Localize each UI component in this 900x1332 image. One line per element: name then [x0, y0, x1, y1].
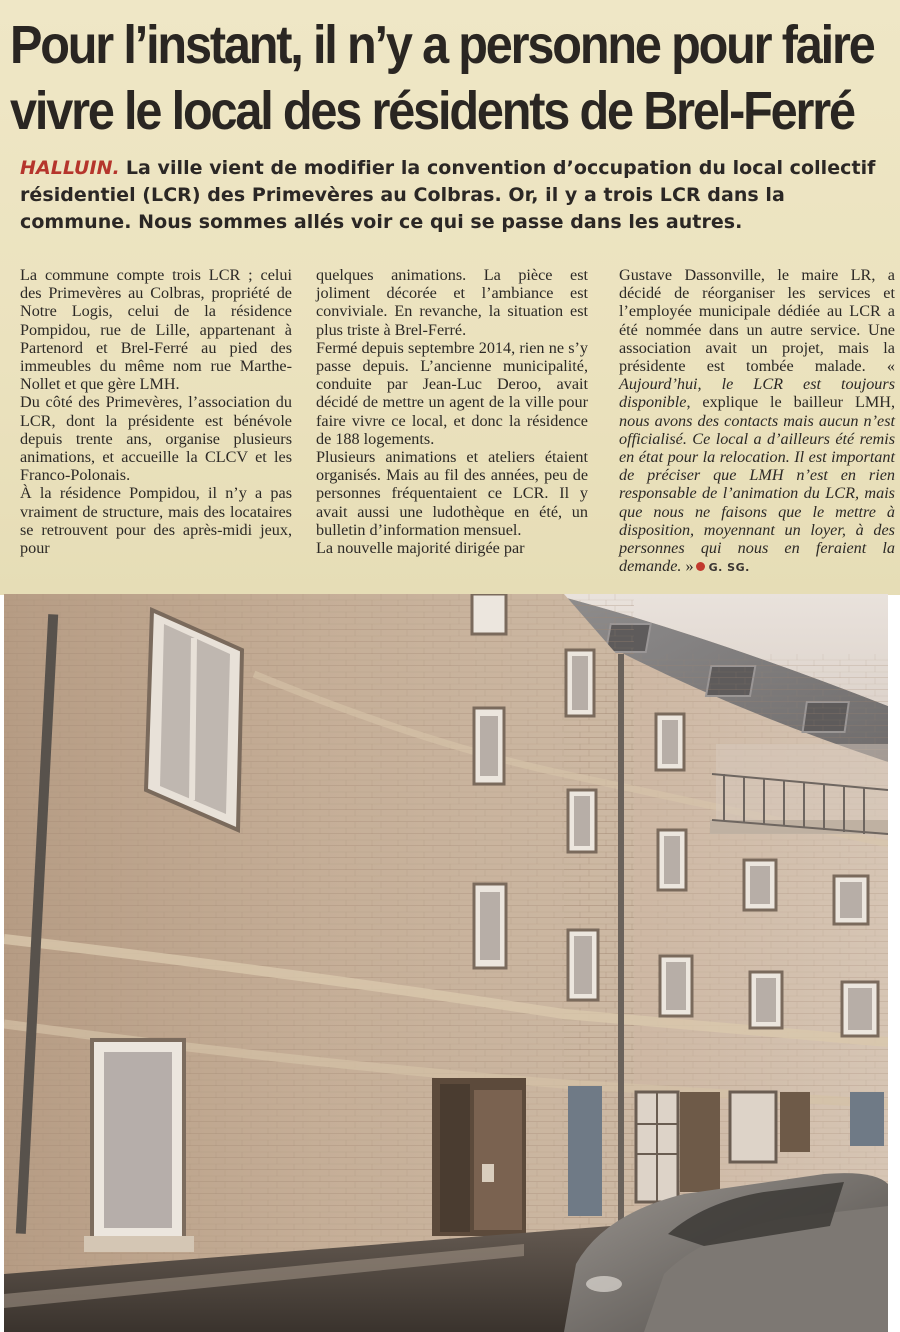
col3-paragraph-1: [619, 266, 895, 577]
byline-dot-icon: [696, 562, 705, 571]
col1-paragraph-3: À la résidence Pompidou, il n’y a pas vraiment de structure, mais des locataires se retrouvent pour des après-midi jeux, pour: [20, 484, 292, 558]
headline-line-2: vivre le local des résidents de Brel-Ferré: [10, 81, 854, 141]
col2-paragraph-2: Fermé depuis septembre 2014, rien ne s’y passe depuis. L’ancienne municipalité, conduite par Jean-Luc Deroo, avait décidé de mettre un agent de la ville pour faire vivre ce local, et donc la résidence de 188 logements.: [316, 338, 588, 448]
byline: G. SG.: [708, 561, 750, 575]
building-photo: [4, 594, 888, 1332]
window-upper-left: [146, 610, 242, 830]
headline-line-1: Pour l’instant, il n’y a personne pour faire: [10, 15, 874, 75]
article-clipping: [0, 0, 900, 595]
window-lower-left: [84, 1040, 194, 1252]
col1-paragraph-2: Du côté des Primevères, l’association du LCR, dont la présidente est bénévole depuis trente ans, organise plusieurs animations, et accueille la CLCV et les Franco-Polonais.: [20, 393, 292, 485]
lead-paragraph: [20, 155, 890, 236]
col3-quote-2: nous avons des contacts mais aucun n’est officialisé. Ce local a d’ailleurs été remis en état pour la relocation. Il est important de préciser que LMH n’est en rien responsable de l’animation du LCR, mais que nous ne faisons que le mettre à disposition, moyennant un loyer, à des personnes qui nous en feraient la demande.: [619, 411, 895, 576]
article-column-1: [20, 266, 292, 557]
col2-paragraph-4: La nouvelle majorité dirigée par: [316, 539, 525, 558]
col2-paragraph-3: Plusieurs animations et ateliers étaient organisés. Mais au fil des années, peu de personnes fréquentaient ce LCR. Il y avait aussi une ludothèque en été, un bulletin d’information mensuel.: [316, 448, 588, 539]
article-column-3: [619, 266, 895, 577]
col1-paragraph-1: La commune compte trois LCR ; celui des Primevères au Colbras, propriété de Notre Logis, celui de la résidence Pompidou, rue de Lille, appartenant à Partenord et Brel-Ferré au pied des immeubles du même nom rue Marthe-Nollet et que gère LMH.: [20, 266, 292, 394]
article-column-2: [316, 266, 588, 557]
col2-paragraph-1: quelques animations. La pièce est joliment décorée et l’ambiance est conviviale. En revanche, la situation est plus triste à Brel-Ferré.: [316, 266, 588, 339]
col3-text-end: »: [681, 557, 694, 576]
col3-quote-1: Aujourd’hui, le LCR est toujours disponible: [619, 375, 895, 412]
col3-text-start: Gustave Dassonville, le maire LR, a décidé de réorganiser les services et l’employée municipale dédiée au LCR a été nommée dans un autre service. Une association avait un projet, mais la présidente est tombée malade. «: [619, 266, 895, 376]
lead-kicker: HALLUIN.: [20, 157, 120, 179]
col3-text-mid: , explique le bailleur LMH,: [686, 393, 895, 412]
lead-text: La ville vient de modifier la convention d’occupation du local collectif résidentiel (LCR) des Primevères au Colbras. Or, il y a trois LCR dans la commune. Nous sommes allés voir ce qui se passe dans les autres.: [20, 157, 876, 233]
balcony: [710, 744, 888, 834]
headline: [10, 12, 874, 144]
